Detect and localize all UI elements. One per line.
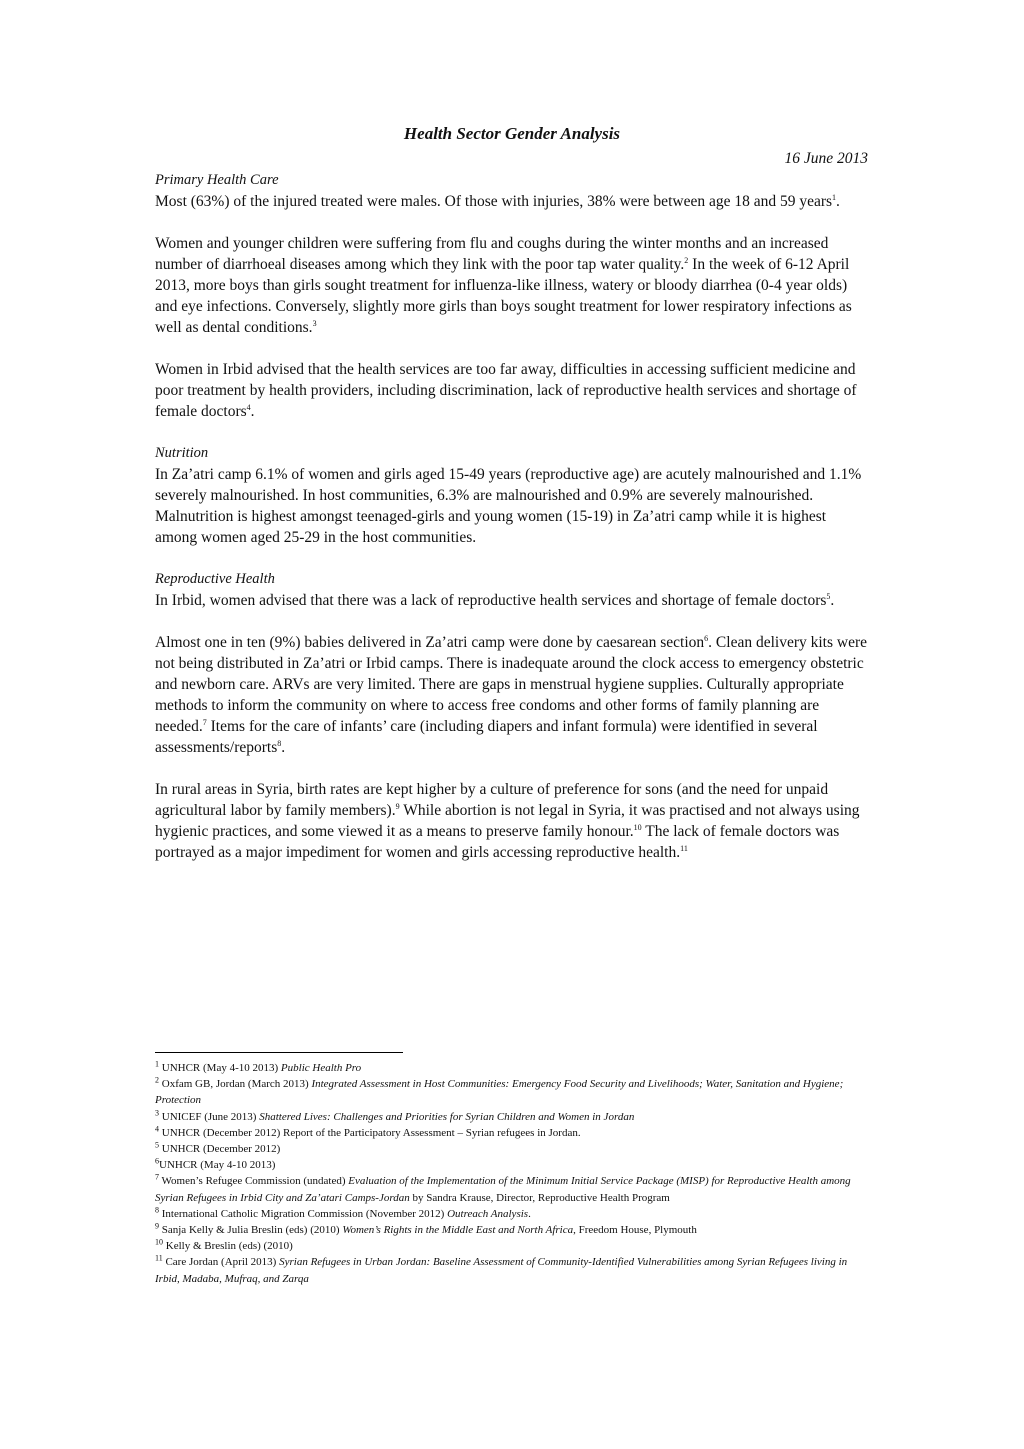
footnote-number: 3	[155, 1107, 159, 1117]
footnote: $^{11}$ Care Jordan (April 2013) Syrian Refugees in Urban Jordan: Baseline Assessment of Community-Identified Vulnerabilities among Syrian Refugees living in Irbid, Madaba, Mufraq, and Zarqa	[155, 1253, 848, 1285]
footnote-number: 4	[155, 1124, 159, 1134]
heading-reproductive-health: Reproductive Health	[155, 571, 275, 587]
footnote-number: 8	[155, 1205, 159, 1215]
footnote-number: 9	[155, 1221, 159, 1231]
footnote-ref[interactable]: 9	[395, 801, 400, 811]
paragraph: In rural areas in Syria, birth rates are kept higher by a culture of preference for sons (and the need for unpaid agricultural labor by family members).$^9$ While abortion is not legal in Syria, it was practised and not always using hygienic practices, and some viewed it as a means to preserve family honour.$^{10}$ The lack of female doctors was portrayed as a major impediment for women and girls accessing reproductive health.$^{11}$	[155, 781, 860, 861]
footnote-ref[interactable]: 6	[704, 633, 709, 643]
footnote: $^2$ Oxfam GB, Jordan (March 2013) Integrated Assessment in Host Communities: Emergency Food Security and Livelihoods; Water, Sanitation and Hygiene; Protection	[155, 1075, 844, 1107]
footnote-ref[interactable]: 11	[680, 843, 688, 853]
footnote-ref[interactable]: 10	[633, 822, 642, 832]
footnote-ref[interactable]: 1	[832, 192, 837, 202]
document-title: Health Sector Gender Analysis	[403, 124, 621, 143]
footnote: $^{10}$ Kelly & Breslin (eds) (2010)	[155, 1237, 293, 1253]
heading-primary-health-care: Primary Health Care	[155, 172, 279, 188]
document-body	[155, 170, 869, 884]
footnotes	[155, 1060, 869, 1287]
footnote: $^7$ Women’s Refugee Commission (undated) Evaluation of the Implementation of the Minimum Initial Service Package (MISP) for Reproductive Health among Syrian Refugees in Irbid City and Za’atari Camps-Jordan by Sandra Krause, Director, Reproductive Health Program	[155, 1172, 851, 1204]
footnote: $^6$UNHCR (May 4-10 2013)	[155, 1156, 276, 1172]
footnote-ref[interactable]: 2	[684, 255, 689, 265]
footnote-number: 2	[155, 1075, 159, 1085]
footnote-ref[interactable]: 3	[312, 318, 317, 328]
footnote-number: 10	[155, 1237, 163, 1247]
paragraph: In Za’atri camp 6.1% of women and girls aged 15-49 years (reproductive age) are acutely malnourished and 1.1% severely malnourished. In host communities, 6.3% are malnourished and 0.9% are severely malnourished. Malnutrition is highest amongst teenaged-girls and young women (15-19) in Za’atri camp while it is highest among women aged 25-29 in the host communities.	[155, 466, 862, 546]
footnote: $^9$ Sanja Kelly & Julia Breslin (eds) (2010) Women’s Rights in the Middle East and North Africa, Freedom House, Plymouth	[155, 1221, 697, 1237]
footnote-ref[interactable]: 5	[826, 591, 831, 601]
footnote-separator	[155, 1052, 403, 1053]
footnote-ref[interactable]: 4	[246, 402, 251, 412]
heading-nutrition: Nutrition	[155, 445, 209, 461]
footnote: $^1$ UNHCR (May 4-10 2013) Public Health Pro	[155, 1059, 362, 1074]
paragraph: Most (63%) of the injured treated were males. Of those with injuries, 38% were between age 18 and 59 years$^1$.	[155, 192, 840, 210]
footnote-number: 11	[155, 1253, 163, 1263]
footnote-number: 1	[155, 1059, 159, 1069]
document-date: 16 June 2013	[784, 150, 868, 167]
footnote: $^3$ UNICEF (June 2013) Shattered Lives: Challenges and Priorities for Syrian Children and Women in Jordan	[155, 1107, 635, 1123]
footnote-ref[interactable]: 7	[202, 717, 207, 727]
paragraph: Women in Irbid advised that the health services are too far away, difficulties in accessing sufficient medicine and poor treatment by health providers, including discrimination, lack of reproductive health services and shortage of female doctors$^4$.	[155, 361, 857, 420]
footnote: $^5$ UNHCR (December 2012)	[155, 1140, 281, 1156]
footnote: $^4$ UNHCR (December 2012) Report of the Participatory Assessment – Syrian refugees in Jordan.	[155, 1124, 581, 1139]
footnote-ref[interactable]: 8	[277, 738, 282, 748]
paragraph: Women and younger children were suffering from flu and coughs during the winter months and an increased number of diarrhoeal diseases among which they link with the poor tap water quality.$^2$ In the week of 6-12 April 2013, more boys than girls sought treatment for influenza-like illness, watery or bloody diarrhea (0-4 year olds) and eye infections. Conversely, slightly more girls than boys sought treatment for lower respiratory infections as well as dental conditions.$^3$	[155, 235, 852, 336]
paragraph: Almost one in ten (9%) babies delivered in Za’atri camp were done by caesarean section$^6$. Clean delivery kits were not being distributed in Za’atri or Irbid camps. There is inadequate around the clock access to emergency obstetric and newborn care. ARVs are very limited. There are gaps in menstrual hygiene supplies. Culturally appropriate methods to inform the community on where to access free condoms and other forms of family planning are needed.$^7$ Items for the care of infants’ care (including diapers and infant formula) were identified in several assessments/reports$^8$.	[155, 633, 867, 756]
footnote-number: 5	[155, 1140, 159, 1150]
footnote-number: 7	[155, 1172, 159, 1182]
paragraph: In Irbid, women advised that there was a lack of reproductive health services and shortage of female doctors$^5$.	[155, 591, 835, 609]
footnote-number: 6	[155, 1156, 159, 1166]
footnote: $^8$ International Catholic Migration Commission (November 2012) Outreach Analysis.	[155, 1205, 531, 1220]
